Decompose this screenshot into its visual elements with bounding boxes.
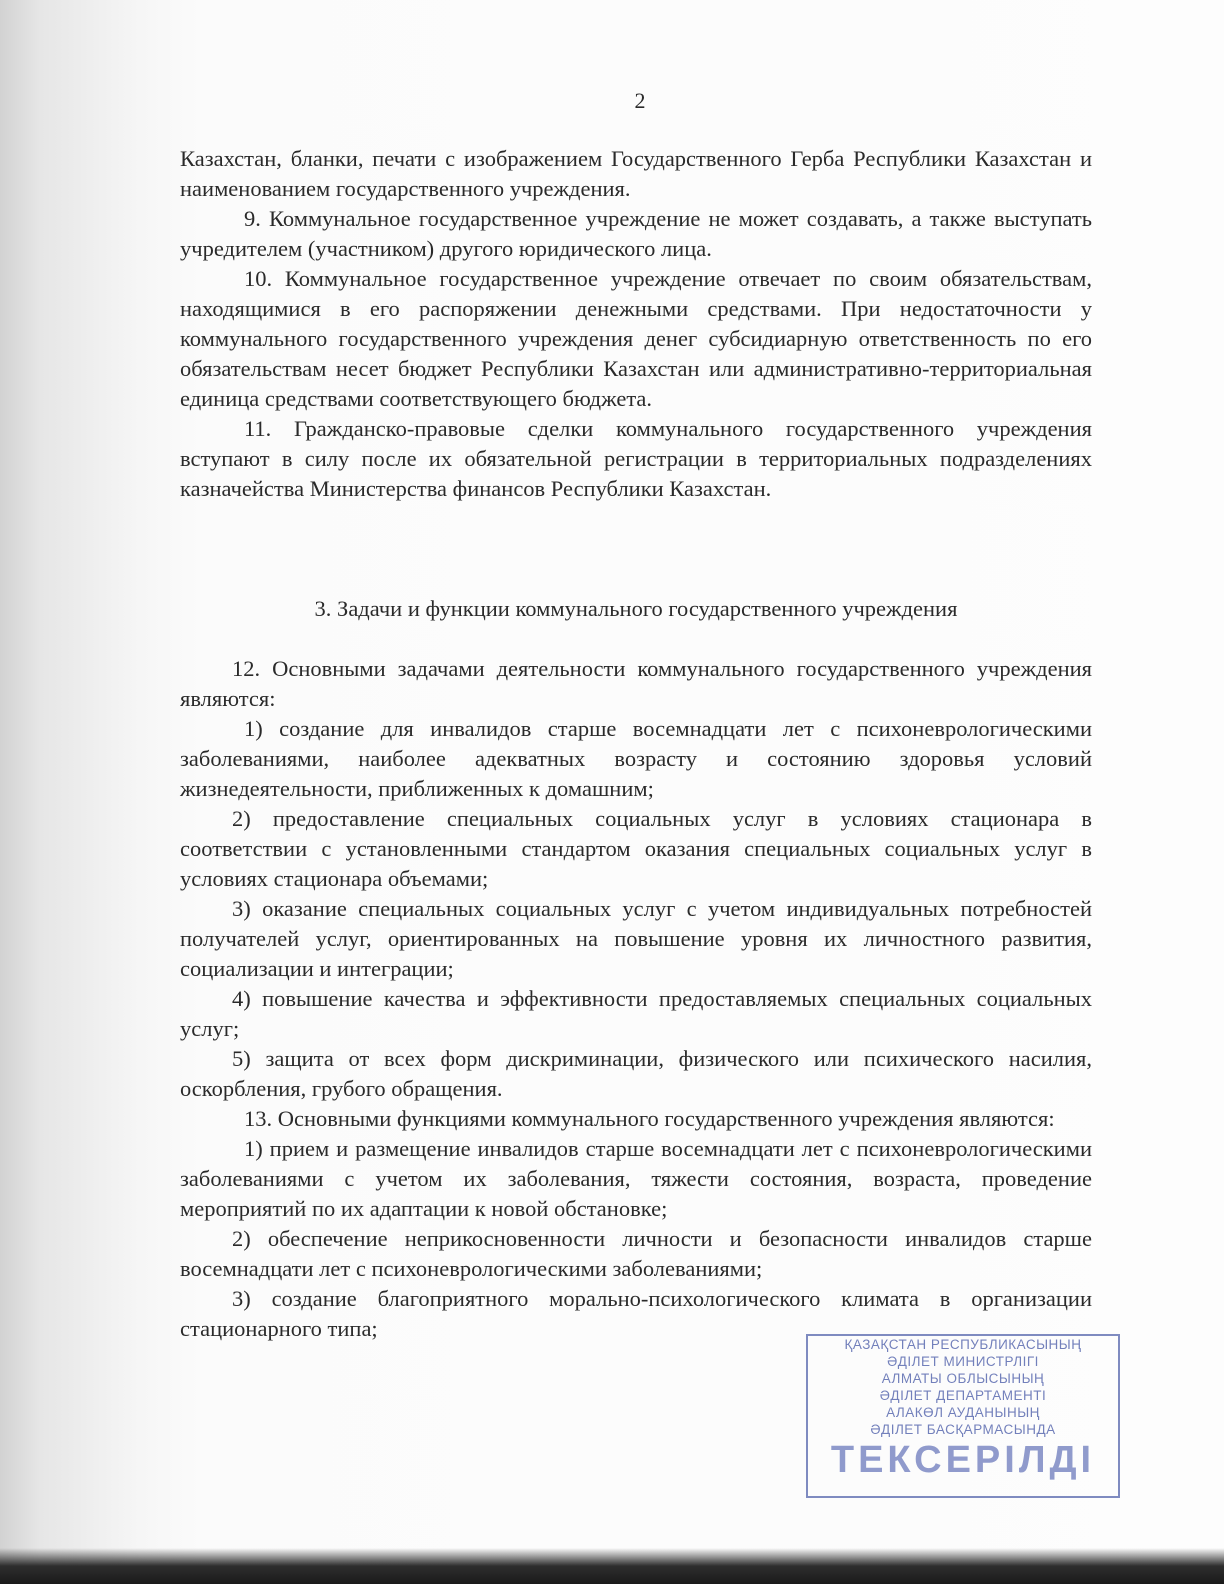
function-item-2: 2) обеспечение неприкосновенности личности и безопасности инвалидов старше восемнадцати лет с психоневрологическими заболеваниями; xyxy=(180,1226,1092,1281)
paragraph-11: 11. Гражданско-правовые сделки коммунального государственного учреждения вступают в силу после их обязательной регистрации в территориальных подразделениях казначейства Министерства финансов Республики Казахстан. xyxy=(180,416,1092,501)
body-text-after-heading xyxy=(180,654,1092,1344)
stamp-line: ҚАЗАҚСТАН РЕСПУБЛИКАСЫНЫҢ xyxy=(844,1337,1082,1352)
task-item-4: 4) повышение качества и эффективности предоставляемых специальных социальных услуг; xyxy=(180,986,1092,1041)
stamp-line: АЛМАТЫ ОБЛЫСЫНЫҢ xyxy=(881,1371,1045,1386)
task-item-3: 3) оказание специальных социальных услуг с учетом индивидуальных потребностей получателей услуг, ориентированных на повышение уровня их личностного развития, социализации и интеграции; xyxy=(180,896,1092,981)
section-heading: 3. Задачи и функции коммунального государственного учреждения xyxy=(314,596,958,621)
function-item-1: 1) прием и размещение инвалидов старше восемнадцати лет с психоневрологическими заболеваниями с учетом их заболевания, тяжести состояния, возраста, проведение мероприятий по их адаптации к новой обстановке; xyxy=(180,1136,1092,1221)
task-item-2: 2) предоставление специальных социальных услуг в условиях стационара в соответствии с установленными стандартом оказания специальных социальных услуг в условиях стационара объемами; xyxy=(180,806,1092,891)
verification-stamp xyxy=(806,1334,1120,1498)
task-item-1: 1) создание для инвалидов старше восемнадцати лет с психоневрологическими заболеваниями, наиболее адекватных возрасту и состоянию здоровья условий жизнедеятельности, приближенных к домашним; xyxy=(180,716,1092,801)
paragraph-9: 9. Коммунальное государственное учреждение не может создавать, а также выступать учредителем (участником) другого юридического лица. xyxy=(180,206,1092,261)
scan-bottom-edge xyxy=(0,1548,1224,1584)
stamp-line: АЛАКӨЛ АУДАНЫНЫҢ xyxy=(886,1405,1040,1420)
stamp-line: ӘДІЛЕТ МИНИСТРЛІГІ xyxy=(887,1354,1039,1369)
page-number: 2 xyxy=(634,88,646,113)
paragraph-13: 13. Основными функциями коммунального государственного учреждения являются: xyxy=(244,1106,1055,1131)
stamp-verified-word: ТЕКСЕРІЛДІ xyxy=(830,1439,1096,1481)
paragraph-continuation: Казахстан, бланки, печати с изображением Государственного Герба Республики Казахстан и наименованием государственного учреждения. xyxy=(180,146,1092,201)
paragraph-10: 10. Коммунальное государственное учреждение отвечает по своим обязательствам, находящимися в его распоряжении денежными средствами. При недостаточности у коммунального государственного учреждения денег субсидиарную ответственность по его обязательствам несет бюджет Республики Казахстан или административно-территориальная единица средствами соответствующего бюджета. xyxy=(180,266,1092,411)
body-text-before-heading xyxy=(180,144,1092,504)
function-item-3: 3) создание благоприятного морально-психологического климата в организации стационарного типа; xyxy=(180,1286,1092,1341)
task-item-5: 5) защита от всех форм дискриминации, физического или психического насилия, оскорбления, грубого обращения. xyxy=(180,1046,1092,1101)
stamp-line: ӘДІЛЕТ БАСҚАРМАСЫНДА xyxy=(870,1422,1056,1437)
stamp-line: ӘДІЛЕТ ДЕПАРТАМЕНТІ xyxy=(879,1388,1047,1403)
paragraph-12: 12. Основными задачами деятельности коммунального государственного учреждения являются: xyxy=(180,656,1092,711)
